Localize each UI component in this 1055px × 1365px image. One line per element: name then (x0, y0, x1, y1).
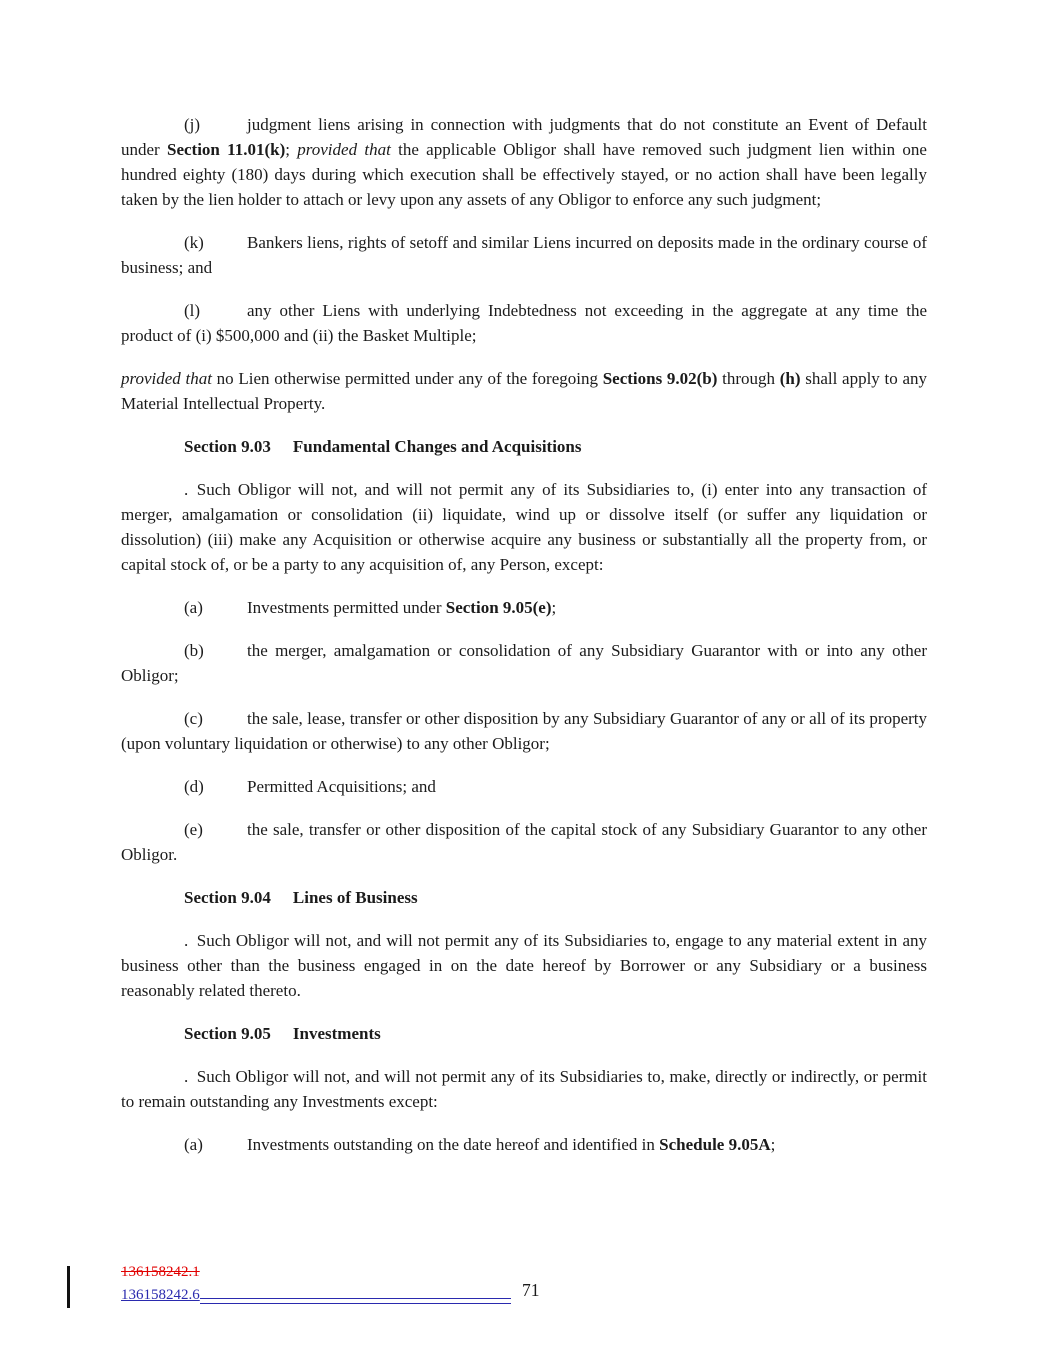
text-segment: Lines of Business (292, 888, 418, 907)
paragraph (121, 817, 927, 867)
text-segment: Investments outstanding on the date hereof and identified in (247, 1135, 660, 1154)
section-number: Section 9.03 (184, 437, 271, 456)
revision-underline (200, 1298, 511, 1304)
paragraph (121, 595, 927, 620)
document-body (121, 112, 927, 1175)
section-heading (184, 1021, 927, 1046)
text-segment: Section 11.01(k) (167, 140, 286, 159)
paragraph (121, 477, 927, 577)
text-segment: . Such Obligor will not, and will not permit any of its Subsidiaries to, make, directly or indirectly, or permit to remain outstanding any Investments except: (121, 1067, 927, 1111)
text-segment: judgment liens arising in connection with judgments that do not constitute an Event of Default under (121, 115, 927, 159)
list-item-label: (a) (184, 1135, 203, 1154)
list-item-label: (d) (184, 777, 204, 796)
text-segment: the sale, transfer or other disposition of the capital stock of any Subsidiary Guarantor to any other Obligor. (121, 820, 927, 864)
paragraph (121, 366, 927, 416)
text-segment: Schedule 9.05A (659, 1135, 771, 1154)
text-segment: Fundamental Changes and Acquisitions (292, 437, 582, 456)
section-number: Section 9.05 (184, 1024, 271, 1043)
list-item-label: (b) (184, 641, 204, 660)
text-segment: through (717, 369, 780, 388)
paragraph (121, 638, 927, 688)
section-number: Section 9.04 (184, 888, 271, 907)
text-segment: Section 9.05(e) (445, 598, 552, 617)
doc-id-current: 136158242.6 (121, 1287, 200, 1303)
text-segment: (h) (779, 369, 801, 388)
paragraph (121, 230, 927, 280)
text-segment: no Lien otherwise permitted under any of the foregoing (211, 369, 603, 388)
text-segment: ; (285, 140, 298, 159)
text-segment: Investments (292, 1024, 381, 1043)
text-segment: shall apply to any Material Intellectual Property. (121, 369, 927, 413)
text-segment: any other Liens with underlying Indebtedness not exceeding in the aggregate at any time the product of (i) $500,000 and (ii) the Basket Multiple; (121, 301, 927, 345)
text-segment: Investments permitted under (247, 598, 446, 617)
text-segment: . Such Obligor will not, and will not permit any of its Subsidiaries to, engage to any material extent in any business other than the business engaged in on the date hereof by Borrower or any Subsidiary or a business reasonably related thereto. (121, 931, 927, 1000)
doc-id-row (121, 1285, 511, 1305)
doc-id-deleted: 136158242.1 (121, 1264, 200, 1280)
text-segment: provided that (121, 369, 212, 388)
list-item-label: (e) (184, 820, 203, 839)
text-segment: the applicable Obligor shall have removed such judgment lien within one hundred eighty (180) days during which execution shall be effectively stayed, or no action shall have been legally taken by the lien holder to attach or levy upon any assets of any Obligor to enforce any such judgment; (121, 140, 927, 209)
text-segment: Permitted Acquisitions; and (247, 777, 436, 796)
paragraph (121, 706, 927, 756)
paragraph (121, 298, 927, 348)
text-segment: ; (551, 598, 557, 617)
paragraph (121, 112, 927, 212)
text-segment: ; (770, 1135, 776, 1154)
paragraph (121, 928, 927, 1003)
list-item-label: (a) (184, 598, 203, 617)
revision-change-bar (67, 1266, 70, 1308)
text-segment: Sections 9.02(b) (602, 369, 718, 388)
text-segment: the sale, lease, transfer or other disposition by any Subsidiary Guarantor of any or all of its property (upon voluntary liquidation or otherwise) to any other Obligor; (121, 709, 927, 753)
text-segment: the merger, amalgamation or consolidation of any Subsidiary Guarantor with or into any other Obligor; (121, 641, 927, 685)
section-heading (184, 434, 927, 459)
list-item-label: (k) (184, 233, 204, 252)
list-item-label: (c) (184, 709, 203, 728)
text-segment: Bankers liens, rights of setoff and similar Liens incurred on deposits made in the ordinary course of business; and (121, 233, 927, 277)
text-segment: provided that (297, 140, 391, 159)
section-heading (184, 885, 927, 910)
list-item-label: (j) (184, 115, 201, 134)
text-segment: . Such Obligor will not, and will not permit any of its Subsidiaries to, (i) enter into any transaction of merger, amalgamation or consolidation (ii) liquidate, wind up or dissolve itself (or suffer any liquidation or dissolution) (iii) make any Acquisition or otherwise acquire any business or substantially all the property from, or capital stock of, or be a party to any acquisition of, any Person, except: (121, 480, 927, 574)
page-number: 71 (522, 1280, 540, 1300)
paragraph (121, 1064, 927, 1114)
list-item-label: (l) (184, 301, 201, 320)
paragraph (121, 1132, 927, 1157)
paragraph (121, 774, 927, 799)
